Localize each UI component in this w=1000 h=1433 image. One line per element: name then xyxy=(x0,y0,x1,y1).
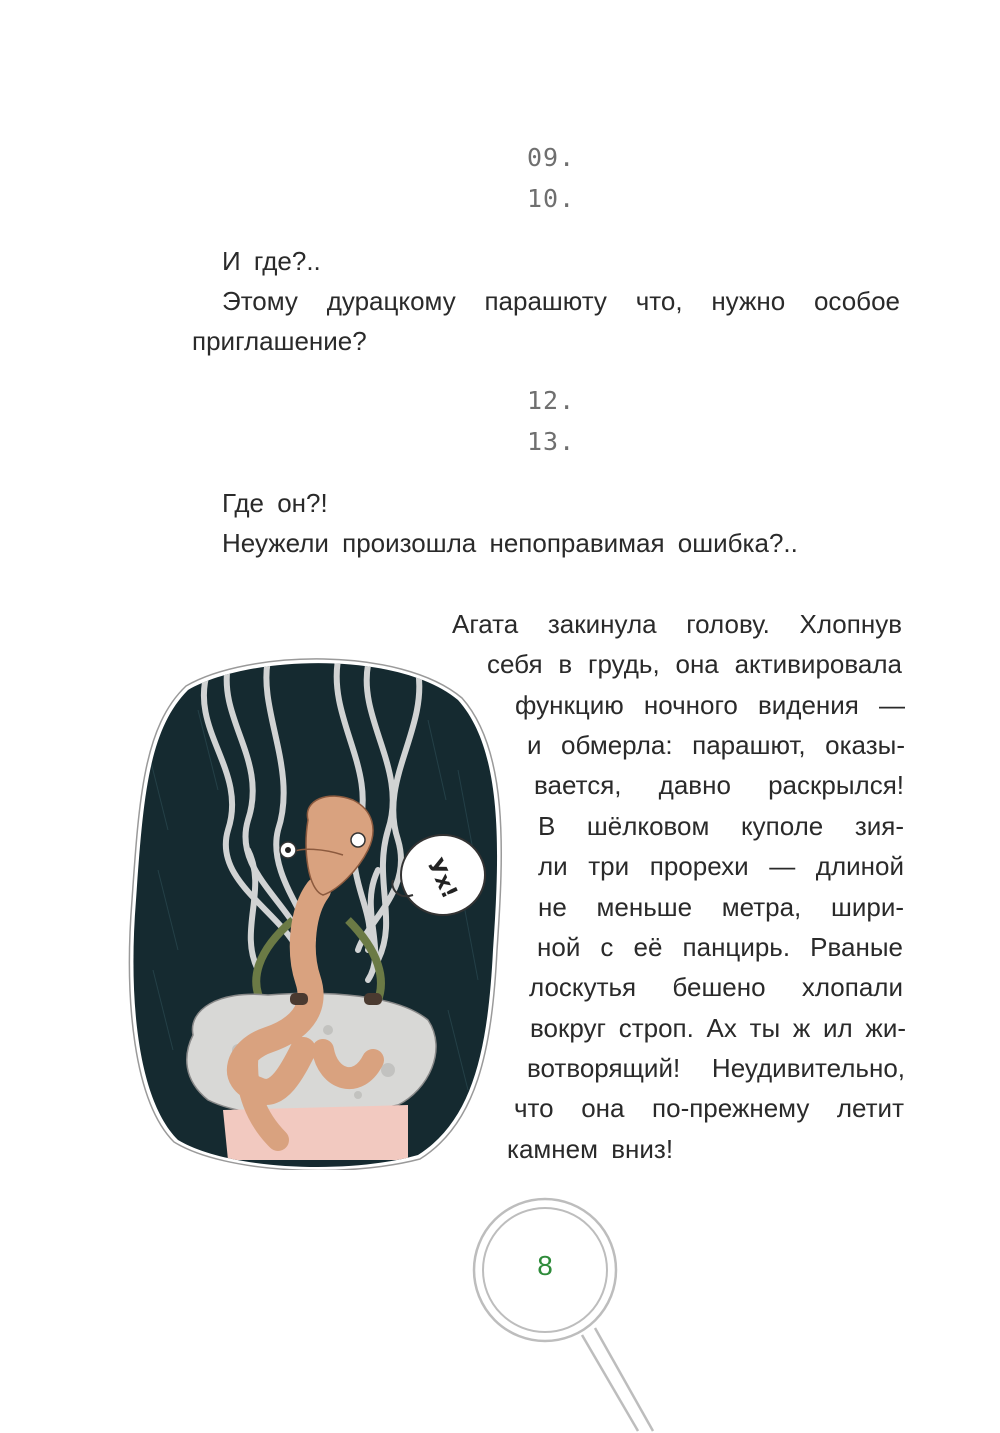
wrapped-line: вокруг строп. Ах ты ж ил жи- xyxy=(530,1013,906,1043)
wrapped-line: не меньше метра, шири- xyxy=(538,892,904,922)
page-number: 8 xyxy=(537,1250,553,1281)
countdown-09: 09. xyxy=(527,143,576,172)
wrapped-line: ли три прорехи — длиной xyxy=(538,851,904,881)
wrapped-line: ной с её панцирь. Рваные xyxy=(537,932,903,962)
worm-parachute-illustration xyxy=(128,650,508,1170)
countdown-13: 13. xyxy=(527,427,576,456)
paragraph-line: И где?.. xyxy=(222,246,321,276)
page-number-magnifier xyxy=(470,1195,670,1433)
countdown-12: 12. xyxy=(527,386,576,415)
paragraph-line: Этому дурацкому парашюту что, нужно особое xyxy=(222,286,900,316)
speech-bubble-text: Ух! xyxy=(421,854,462,903)
paragraph-line: Неужели произошла непоправимая ошибка?.. xyxy=(222,528,798,558)
wrapped-line: В шёлковом куполе зия- xyxy=(538,811,904,841)
wrapped-line: что она по-прежнему летит xyxy=(514,1093,904,1123)
wrapped-line: вотворящий! Неудивительно, xyxy=(527,1053,905,1083)
paragraph-line: Где он?! xyxy=(222,488,328,518)
paragraph-line: приглашение? xyxy=(192,326,367,356)
wrapped-line: лоскутья бешено хлопали xyxy=(529,972,903,1002)
wrapped-line: и обмерла: парашют, оказы- xyxy=(527,730,905,760)
wrapped-line: вается, давно раскрылся! xyxy=(534,770,904,800)
countdown-10: 10. xyxy=(527,184,576,213)
wrapped-line: камнем вниз! xyxy=(507,1134,674,1164)
wrapped-line: себя в грудь, она активировала xyxy=(487,649,902,679)
wrapped-line: Агата закинула голову. Хлопнув xyxy=(452,609,902,639)
wrapped-line: функцию ночного видения — xyxy=(515,690,905,720)
